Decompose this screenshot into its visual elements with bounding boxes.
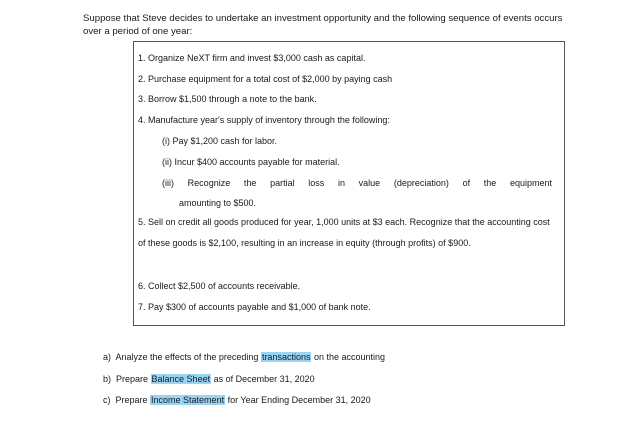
event-3: 3. Borrow $1,500 through a note to the bank.: [138, 94, 317, 104]
question-a-suffix: on the accounting: [311, 352, 386, 362]
question-c-suffix: for Year Ending December 31, 2020: [225, 395, 371, 405]
question-b-highlight: Balance Sheet: [151, 374, 211, 384]
event-4-i: (i) Pay $1,200 cash for labor.: [162, 136, 278, 146]
event-5: 5. Sell on credit all goods produced for year, 1,000 units at $3 each. Recognize that the accounting cost of these goods is $2,100, resulting in an increase in equity (through profits) of $900.: [138, 217, 550, 248]
event-4-iii-line2: amounting to $500.: [179, 198, 257, 208]
event-4: 4. Manufacture year's supply of inventory through the following:: [138, 115, 390, 125]
question-c: [103, 394, 371, 406]
question-a: [103, 351, 385, 363]
intro-paragraph: Suppose that Steve decides to undertake an investment opportunity and the following sequence of events occurs over a period of one year:: [83, 13, 563, 37]
question-a-highlight: transactions: [261, 352, 311, 362]
question-b-prefix: b) Prepare: [103, 374, 151, 384]
event-1: 1. Organize NeXT firm and invest $3,000 cash as capital.: [138, 53, 366, 63]
question-b: [103, 373, 315, 385]
question-c-highlight: Income Statement: [151, 395, 225, 405]
question-a-prefix: a) Analyze the effects of the preceding: [103, 352, 261, 362]
question-c-prefix: c) Prepare: [103, 395, 151, 405]
event-7: 7. Pay $300 of accounts payable and $1,000 of bank note.: [138, 302, 371, 312]
event-2: 2. Purchase equipment for a total cost of $2,000 by paying cash: [138, 74, 393, 84]
event-4-iii-line1: (iii) Recognize the partial loss in value (depreciation) of the equipment: [162, 178, 552, 188]
question-b-suffix: as of December 31, 2020: [211, 374, 315, 384]
event-6: 6. Collect $2,500 of accounts receivable.: [138, 281, 301, 291]
event-4-ii: (ii) Incur $400 accounts payable for material.: [162, 157, 340, 167]
